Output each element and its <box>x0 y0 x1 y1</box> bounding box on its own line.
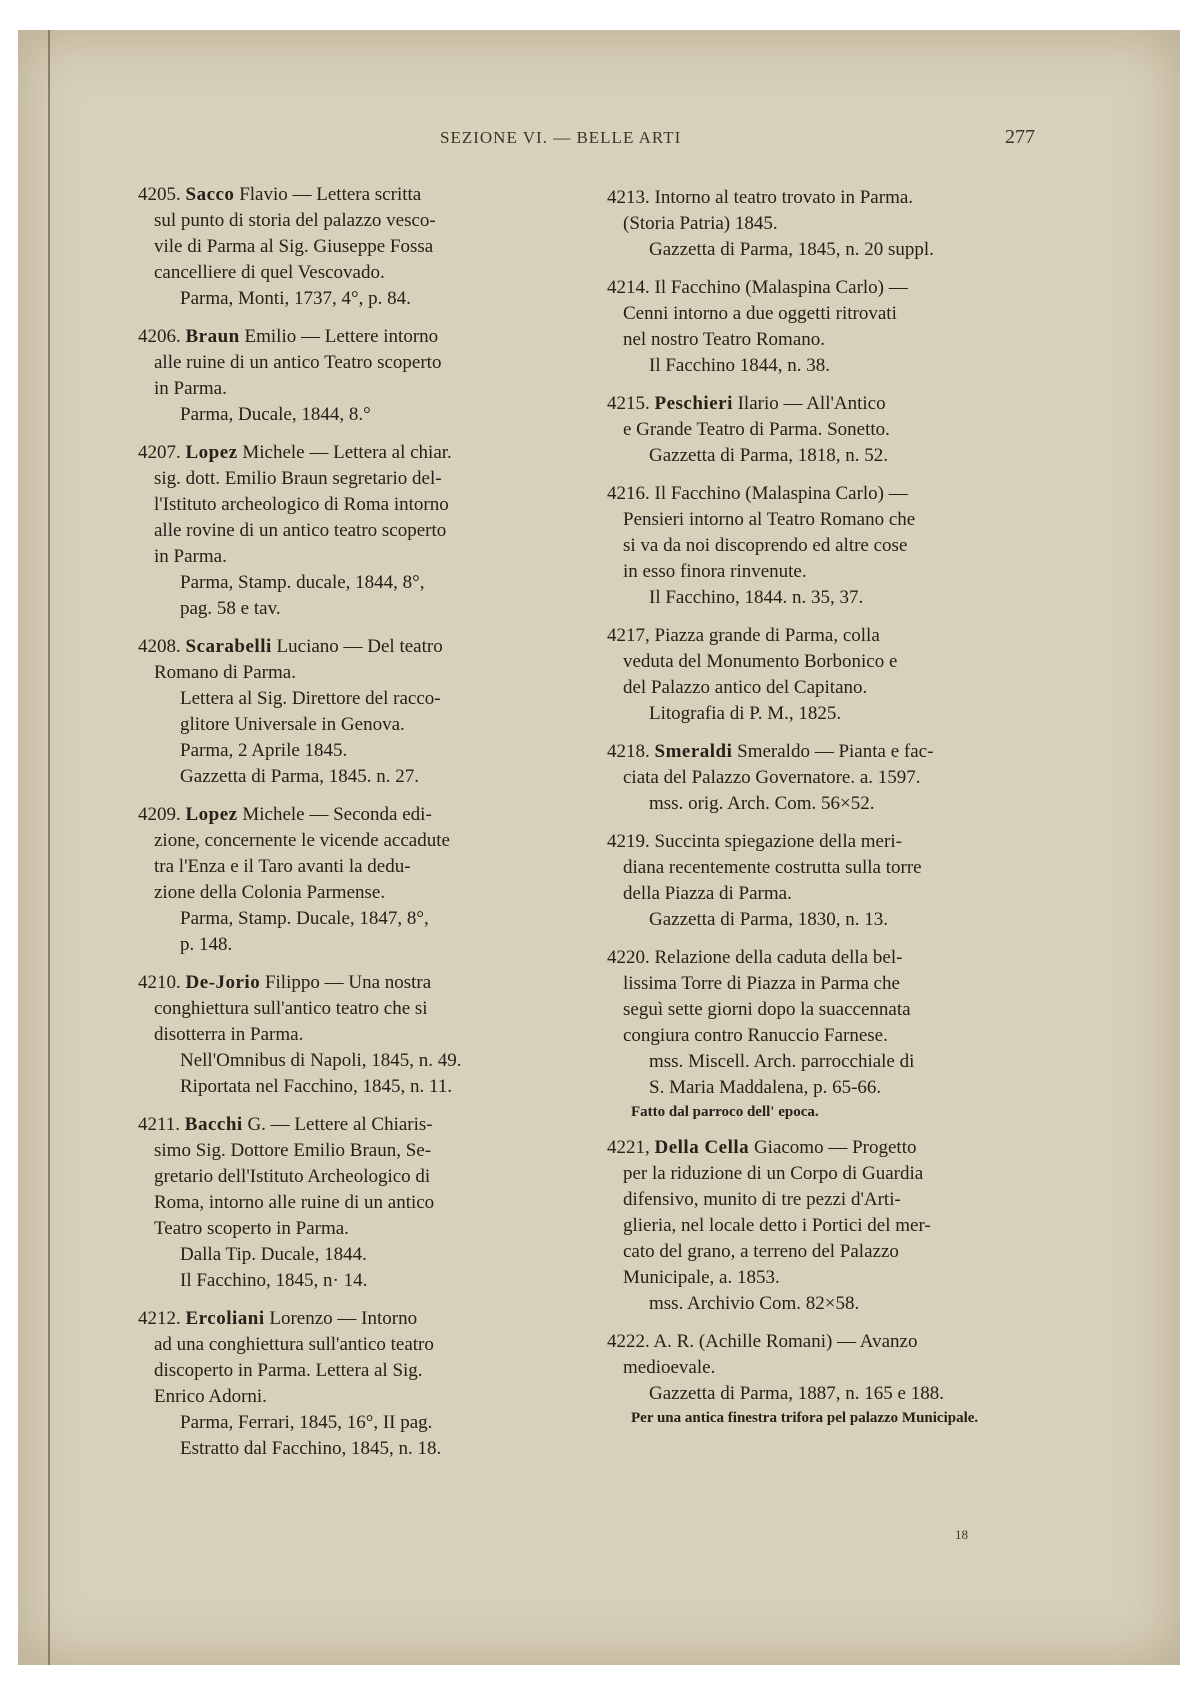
entry-imprint: Gazzetta di Parma, 1845. n. 27. <box>180 766 420 787</box>
entry-line <box>138 634 583 660</box>
entry-line: alle ruine di un antico Teatro scoperto <box>154 352 442 373</box>
entry-imprint: Lettera al Sig. Direttore del racco- <box>180 688 441 709</box>
entry-line: in esso finora rinvenute. <box>623 561 807 582</box>
entry-number: 4218. <box>607 741 650 762</box>
entry-text: Emilio — Lettere intorno <box>244 326 439 347</box>
entry-number: 4212. <box>138 1308 181 1329</box>
page-number: 277 <box>1005 126 1035 148</box>
entry-imprint: Parma, Monti, 1737, 4°, p. 84. <box>180 288 411 309</box>
entry-text: A. R. (Achille Romani) — Avanzo <box>653 1331 918 1352</box>
entry-line: conghiettura sull'antico teatro che si <box>154 998 428 1019</box>
entry-author: Bacchi <box>184 1114 243 1135</box>
entry-number: 4222. <box>607 1331 650 1352</box>
entry-imprint: Gazzetta di Parma, 1845, n. 20 suppl. <box>649 239 934 260</box>
catalog-entry <box>607 829 1037 933</box>
entry-line: discoperto in Parma. Lettera al Sig. <box>154 1360 423 1381</box>
entry-imprint: p. 148. <box>180 934 233 955</box>
entry-text: Il Facchino (Malaspina Carlo) — <box>654 277 908 298</box>
entry-imprint: Il Facchino 1844, n. 38. <box>649 355 831 376</box>
entry-line: della Piazza di Parma. <box>623 883 792 904</box>
entry-line <box>138 802 583 828</box>
entry-line: diana recentemente costrutta sulla torre <box>623 857 922 878</box>
entry-text: Michele — Lettera al chiar. <box>242 442 452 463</box>
entry-imprint: Parma, Ducale, 1844, 8.° <box>180 404 371 425</box>
entry-number: 4215. <box>607 393 650 414</box>
entry-imprint: Gazzetta di Parma, 1818, n. 52. <box>649 445 889 466</box>
entry-text: Luciano — Del teatro <box>276 636 443 657</box>
entry-imprint: Parma, Stamp. ducale, 1844, 8°, <box>180 572 425 593</box>
entry-line: Roma, intorno alle ruine di un antico <box>154 1192 435 1213</box>
entry-imprint: Il Facchino, 1845, n· 14. <box>180 1270 368 1291</box>
entry-line: congiura contro Ranuccio Farnese. <box>623 1025 888 1046</box>
right-column <box>607 185 1037 1441</box>
entry-line: (Storia Patria) 1845. <box>623 213 778 234</box>
entry-line: seguì sette giorni dopo la suaccennata <box>623 999 911 1020</box>
entry-line: Romano di Parma. <box>154 662 296 683</box>
catalog-entry <box>607 623 1037 727</box>
entry-number: 4216. <box>607 483 650 504</box>
entry-imprint: mss. Archivio Com. 82×58. <box>649 1293 860 1314</box>
entry-imprint: mss. orig. Arch. Com. 56×52. <box>649 793 875 814</box>
catalog-entry <box>138 970 583 1100</box>
entry-text: Ilario — All'Antico <box>737 393 886 414</box>
entry-note: Per una antica finestra trifora pel palazzo Municipale. <box>631 1410 979 1426</box>
entry-text: Il Facchino (Malaspina Carlo) — <box>654 483 908 504</box>
entry-line: ciata del Palazzo Governatore. a. 1597. <box>623 767 921 788</box>
section-title: SEZIONE VI. — BELLE ARTI <box>440 128 682 147</box>
entry-imprint: Dalla Tip. Ducale, 1844. <box>180 1244 367 1265</box>
entry-text: Piazza grande di Parma, colla <box>654 625 880 646</box>
entry-imprint: Il Facchino, 1844. n. 35, 37. <box>649 587 864 608</box>
entry-author: Lopez <box>185 442 238 463</box>
catalog-entry <box>607 1329 1037 1429</box>
entry-author: Braun <box>185 326 240 347</box>
entry-author: Peschieri <box>654 393 733 414</box>
entry-author: Sacco <box>185 184 235 205</box>
entry-line: difensivo, munito di tre pezzi d'Arti- <box>623 1189 901 1210</box>
running-head <box>0 128 1196 158</box>
entry-line: vile di Parma al Sig. Giuseppe Fossa <box>154 236 434 257</box>
entry-line: zione, concernente le vicende accadute <box>154 830 450 851</box>
entry-number: 4209. <box>138 804 181 825</box>
entry-imprint: Gazzetta di Parma, 1830, n. 13. <box>649 909 889 930</box>
entry-line <box>138 182 583 208</box>
entry-text: Succinta spiegazione della meri- <box>654 831 902 852</box>
entry-author: Lopez <box>185 804 238 825</box>
entry-line: sig. dott. Emilio Braun segretario del- <box>154 468 442 489</box>
entry-line <box>138 1112 583 1138</box>
catalog-entry <box>138 440 583 622</box>
catalog-entry <box>138 1306 583 1462</box>
entry-line: simo Sig. Dottore Emilio Braun, Se- <box>154 1140 432 1161</box>
entry-text: Intorno al teatro trovato in Parma. <box>654 187 914 208</box>
entry-line: disotterra in Parma. <box>154 1024 304 1045</box>
entry-imprint: Parma, Ferrari, 1845, 16°, II pag. <box>180 1412 433 1433</box>
entry-line: Enrico Adorni. <box>154 1386 267 1407</box>
entry-line: tra l'Enza e il Taro avanti la dedu- <box>154 856 411 877</box>
entry-line <box>607 945 1037 971</box>
catalog-entry <box>607 275 1037 379</box>
entry-line: nel nostro Teatro Romano. <box>623 329 826 350</box>
entry-author: De-Jorio <box>185 972 261 993</box>
entry-imprint: Estratto dal Facchino, 1845, n. 18. <box>180 1438 442 1459</box>
entry-author: Scarabelli <box>185 636 272 657</box>
entry-number: 4208. <box>138 636 181 657</box>
entry-text: Lorenzo — Intorno <box>269 1308 418 1329</box>
catalog-entry <box>607 391 1037 469</box>
entry-imprint: pag. 58 e tav. <box>180 598 281 619</box>
entry-line: cato del grano, a terreno del Palazzo <box>623 1241 899 1262</box>
entry-number: 4214. <box>607 277 650 298</box>
binding-edge <box>48 30 50 1665</box>
entry-line <box>138 970 583 996</box>
entry-line <box>138 324 583 350</box>
entry-number: 4207. <box>138 442 181 463</box>
entry-line <box>138 1306 583 1332</box>
entry-line <box>607 1329 1037 1355</box>
catalog-entry <box>138 1112 583 1294</box>
entry-text: Michele — Seconda edi- <box>242 804 432 825</box>
entry-imprint: Nell'Omnibus di Napoli, 1845, n. 49. <box>180 1050 462 1071</box>
entry-line: gretario dell'Istituto Archeologico di <box>154 1166 431 1187</box>
entry-line <box>607 481 1037 507</box>
entry-line: veduta del Monumento Borbonico e <box>623 651 898 672</box>
entry-number: 4205. <box>138 184 181 205</box>
entry-imprint: Parma, Stamp. Ducale, 1847, 8°, <box>180 908 429 929</box>
entry-line: si va da noi discoprendo ed altre cose <box>623 535 908 556</box>
entry-number: 4220. <box>607 947 650 968</box>
catalog-entry <box>607 1135 1037 1317</box>
entry-line <box>607 391 1037 417</box>
entry-number: 4210. <box>138 972 181 993</box>
entry-note: Fatto dal parroco dell' epoca. <box>631 1104 819 1120</box>
entry-number: 4213. <box>607 187 650 208</box>
entry-imprint: Litografia di P. M., 1825. <box>649 703 842 724</box>
entry-number: 4206. <box>138 326 181 347</box>
catalog-entry <box>138 324 583 428</box>
catalog-entry <box>138 634 583 790</box>
entry-line <box>607 829 1037 855</box>
entry-line <box>607 1135 1037 1161</box>
entry-line: zione della Colonia Parmense. <box>154 882 386 903</box>
entry-number: 4211. <box>138 1114 181 1135</box>
entry-line: glieria, nel locale detto i Portici del mer- <box>623 1215 931 1236</box>
entry-number: 4219. <box>607 831 650 852</box>
entry-line: lissima Torre di Piazza in Parma che <box>623 973 900 994</box>
entry-text: Relazione della caduta della bel- <box>654 947 903 968</box>
entry-line <box>607 185 1037 211</box>
entry-line: medioevale. <box>623 1357 716 1378</box>
entry-imprint: mss. Miscell. Arch. parrocchiale di <box>649 1051 915 1072</box>
entry-author: Ercoliani <box>185 1308 265 1329</box>
entry-text: Giacomo — Progetto <box>753 1137 917 1158</box>
catalog-entry <box>607 481 1037 611</box>
entry-imprint: glitore Universale in Genova. <box>180 714 405 735</box>
entry-text: Smeraldo — Pianta e fac- <box>737 741 934 762</box>
entry-line: Teatro scoperto in Parma. <box>154 1218 349 1239</box>
entry-imprint: Gazzetta di Parma, 1887, n. 165 e 188. <box>649 1383 944 1404</box>
signature-mark: 18 <box>955 1527 968 1542</box>
entry-imprint: Riportata nel Facchino, 1845, n. 11. <box>180 1076 453 1097</box>
entry-text: Filippo — Una nostra <box>264 972 432 993</box>
entry-number: 4217, <box>607 625 650 646</box>
entry-text: Flavio — Lettera scritta <box>239 184 422 205</box>
entry-line: in Parma. <box>154 546 227 567</box>
entry-imprint: Parma, 2 Aprile 1845. <box>180 740 348 761</box>
entry-line: ad una conghiettura sull'antico teatro <box>154 1334 434 1355</box>
entry-line: cancelliere di quel Vescovado. <box>154 262 385 283</box>
left-column <box>138 182 583 1474</box>
entry-line: l'Istituto archeologico di Roma intorno <box>154 494 449 515</box>
catalog-entry <box>607 739 1037 817</box>
catalog-entry <box>138 802 583 958</box>
entry-text: G. — Lettere al Chiaris- <box>247 1114 433 1135</box>
catalog-entry <box>607 945 1037 1123</box>
entry-line: in Parma. <box>154 378 227 399</box>
entry-line: e Grande Teatro di Parma. Sonetto. <box>623 419 890 440</box>
entry-line: Municipale, a. 1853. <box>623 1267 780 1288</box>
entry-line: per la riduzione di un Corpo di Guardia <box>623 1163 924 1184</box>
entry-number: 4221, <box>607 1137 650 1158</box>
entry-line <box>607 739 1037 765</box>
entry-line <box>607 275 1037 301</box>
catalog-entry <box>138 182 583 312</box>
catalog-entry <box>607 185 1037 263</box>
entry-line: sul punto di storia del palazzo vesco- <box>154 210 436 231</box>
entry-author: Della Cella <box>654 1137 750 1158</box>
entry-line: Pensieri intorno al Teatro Romano che <box>623 509 916 530</box>
entry-line: del Palazzo antico del Capitano. <box>623 677 868 698</box>
entry-line <box>138 440 583 466</box>
entry-line: alle rovine di un antico teatro scoperto <box>154 520 447 541</box>
entry-line: Cenni intorno a due oggetti ritrovati <box>623 303 897 324</box>
entry-author: Smeraldi <box>654 741 733 762</box>
entry-imprint: S. Maria Maddalena, p. 65-66. <box>649 1077 882 1098</box>
entry-line <box>607 623 1037 649</box>
